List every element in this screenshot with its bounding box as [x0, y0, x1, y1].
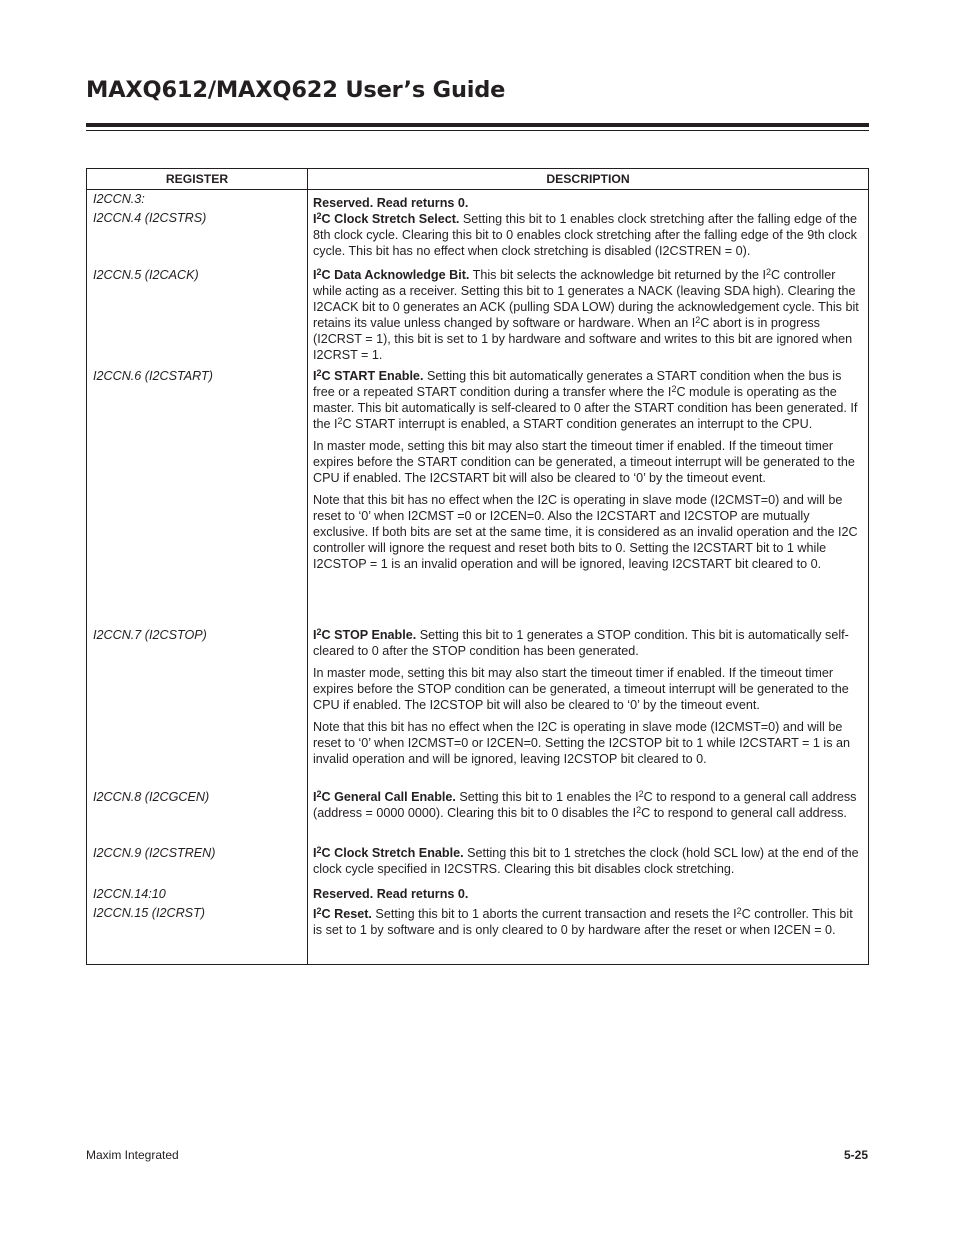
- desc-paragraph: Note that this bit has no effect when the I2C is operating in slave mode (I2CMST=0) and will be reset to ‘0’ when I2CMST =0 or I2CEN=0. Also the I2CSTART and I2CSTOP are mutually exclusive. If both bits are set at the same time, it is considered as an invalid operation and the I2C controller will ignore the request and reset both bits to 0. Setting the I2CSTART bit to 1 while I2CSTOP = 1 is an invalid operation and will be ignored, leaving I2CSTART bit cleared to 0.: [313, 493, 858, 571]
- desc-i2crst: $I^2C$ Reset. Setting this bit to 1 aborts the current transaction and resets the $I^2C$ controller. This bit is set to 1 by software and is only cleared to 0 by hardware after the reset or when I2CEN = 0.: [313, 906, 853, 937]
- desc-title: $I^2C$ Clock Stretch Enable.: [313, 845, 464, 860]
- page-title: MAXQ612/MAXQ622 User’s Guide: [86, 77, 506, 103]
- desc-i2cstrs: [313, 211, 865, 259]
- desc-i2cstart: $I^2C$ START Enable. Setting this bit automatically generates a START condition when the bus is free or a repeated START condition during a transfer where the $I^2C$ module is operating as the master. This bit automatically is self-cleared to 0 after the START condition has been generated. If the $I^2C$ START interrupt is enabled, a START condition generates an interrupt to the CPU. In master mode, setting this bit may also start the timeout timer if enabled. If the timeout timer expires before the START condition can be generated, a timeout interrupt will be generated to the CPU if enabled. The I2CSTART bit will also be cleared to ‘0’ by the timeout event. Note that this bit has no effect when the I2C is operating in slave mode (I2CMST=0) and will be reset to ‘0’ when I2CMST =0 or I2CEN=0. Also the I2CSTART and I2CSTOP are mutually exclusive. If both bits are set at the same time, it is considered as an invalid operation and the I2C controller will ignore the request and reset both bits to 0. Setting the I2CSTART bit to 1 while I2CSTOP = 1 is an invalid operation and will be ignored, leaving I2CSTART bit cleared to 0.: [313, 368, 865, 572]
- header-rule-thick: [86, 123, 869, 127]
- register-name: I2CCN.9 (I2CSTREN): [93, 846, 216, 860]
- desc-text: Setting this bit to 1 enables clock stretching after the falling edge of the 8th clock cycle. Clearing this bit to 0 enables clock stretching after the falling edge of the 9th clock cycle. This bit has no effect when clock stretching is disabled (I2CSTREN = 0).: [313, 212, 858, 258]
- desc-title: $I^2C$ STOP Enable.: [313, 627, 417, 642]
- register-name: I2CCN.8 (I2CGCEN): [93, 790, 210, 804]
- register-name: I2CCN.5 (I2CACK): [93, 268, 199, 282]
- desc-title: Reserved. Read returns 0.: [313, 887, 469, 901]
- register-description-table: [86, 168, 869, 965]
- desc-title: $I^2C$ Data Acknowledge Bit.: [313, 267, 470, 282]
- desc-title: $I^2C$ Clock Stretch Select.: [313, 211, 460, 226]
- desc-title: $I^2C$ START Enable.: [313, 368, 424, 383]
- desc-i2cstop: $I^2C$ STOP Enable. Setting this bit to 1 generates a STOP condition. This bit is automatically self-cleared to 0 after the STOP condition has been generated. In master mode, setting this bit may also start the timeout timer if enabled. If the timeout timer expires before the STOP condition can be generated, a timeout interrupt will be generated to the CPU if enabled. The I2CSTOP bit will also be cleared to ‘0’ by the timeout event. Note that this bit has no effect when the I2C is operating in slave mode (I2CMST=0) and will be reset to ‘0’ when I2CMST=0 or I2CEN=0. Setting the I2CSTOP bit to 1 while I2CSTART = 1 is an invalid operation and will be ignored, leaving I2CSTOP bit cleared to 0.: [313, 627, 865, 767]
- desc-i2cstren: $I^2C$ Clock Stretch Enable. Setting this bit to 1 stretches the clock (hold SCL low) at the end of the clock cycle specified in I2CSTRS. Clearing this bit disables clock stretching.: [313, 845, 859, 876]
- desc-i2cack: $I^2C$ Data Acknowledge Bit. This bit selects the acknowledge bit returned by the $I^2C$ controller while acting as a receiver. Setting this bit to 1 generates a NACK (leaving SDA high). Clearing the I2CACK bit to 0 generates an ACK (pulling SDA LOW) during the acknowledgement cycle. This bit retains its value unless changed by software or hardware. When an $I^2C$ abort is in progress (I2CRST = 1), this bit is set to 1 by hardware and software and writes to this bit are ignored when I2CRST = 1.: [313, 267, 859, 362]
- description-cell: [308, 190, 869, 965]
- header-rule-thin: [86, 130, 869, 131]
- register-name: I2CCN.7 (I2CSTOP): [93, 628, 207, 642]
- desc-paragraph: Note that this bit has no effect when the I2C is operating in slave mode (I2CMST=0) and will be reset to ‘0’ when I2CMST=0 or I2CEN=0. Setting the I2CSTOP bit to 1 while I2CSTART = 1 is an invalid operation and will be ignored, leaving I2CSTOP bit cleared to 0.: [313, 720, 851, 766]
- table-header-row: [87, 169, 869, 190]
- desc-reserved-14-10: [313, 886, 865, 902]
- footer-company: Maxim Integrated: [86, 1148, 179, 1162]
- desc-i2cgcen: $I^2C$ General Call Enable. Setting this bit to 1 enables the $I^2C$ to respond to a general call address (address = 0000 0000). Clearing this bit to 0 disables the $I^2C$ to respond to general call address.: [313, 789, 857, 820]
- description-column-header: DESCRIPTION: [308, 169, 869, 190]
- register-column-header: REGISTER: [87, 169, 308, 190]
- desc-title: $I^2C$ General Call Enable.: [313, 789, 456, 804]
- register-name: I2CCN.3:: [93, 192, 145, 206]
- register-name: I2CCN.14:10: [93, 887, 166, 901]
- desc-reserved-3: [313, 195, 865, 211]
- desc-title: $I^2C$ Reset.: [313, 906, 372, 921]
- footer-page-number: 5-25: [843, 1148, 868, 1162]
- register-cell: [87, 190, 308, 965]
- register-name: I2CCN.4 (I2CSTRS): [93, 211, 207, 225]
- register-name: I2CCN.15 (I2CRST): [93, 906, 205, 920]
- desc-title: Reserved. Read returns 0.: [313, 196, 469, 210]
- desc-paragraph: In master mode, setting this bit may also start the timeout timer if enabled. If the timeout timer expires before the START condition can be generated, a timeout interrupt will be generated to the CPU if enabled. The I2CSTART bit will also be cleared to ‘0’ by the timeout event.: [313, 439, 855, 485]
- register-name: I2CCN.6 (I2CSTART): [93, 369, 213, 383]
- desc-paragraph: In master mode, setting this bit may also start the timeout timer if enabled. If the timeout timer expires before the STOP condition can be generated, a timeout interrupt will be generated to the CPU if enabled. The I2CSTOP bit will also be cleared to ‘0’ by the timeout event.: [313, 666, 849, 712]
- table-row: [87, 190, 869, 965]
